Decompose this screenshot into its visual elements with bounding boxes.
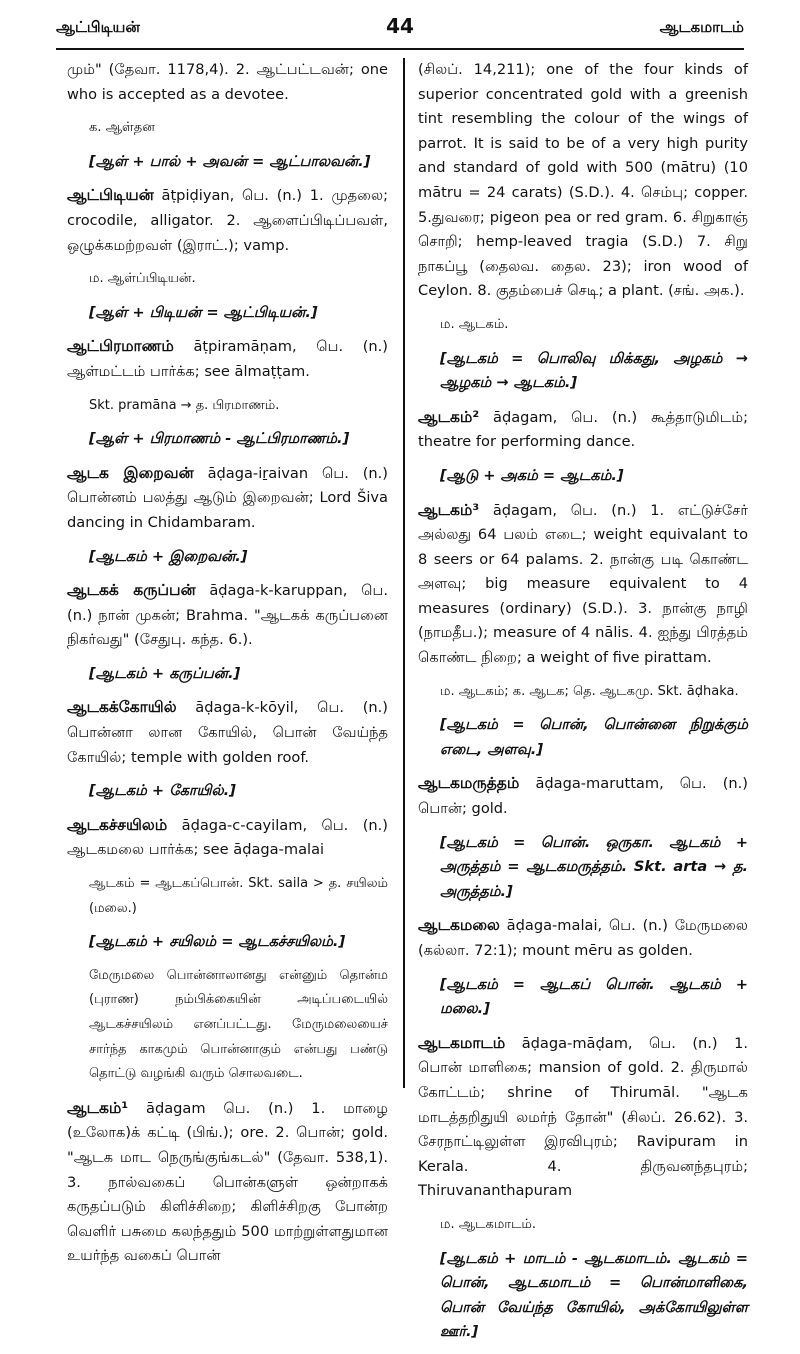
entry-line xyxy=(418,1247,748,1345)
entry-text: āṭpiramāṇam, பெ. (n.) ஆள்மட்டம் பார்க்க; see ālmaṭṭam. xyxy=(67,338,388,380)
headword: ஆடகமலை xyxy=(418,916,500,935)
entry-line xyxy=(418,831,748,905)
headword: ஆட்பிடியன் xyxy=(67,186,154,205)
dictionary-entry xyxy=(418,498,748,671)
entry-text: [ஆடகம் = ஆடகப் பொன். ஆடகம் + மலை.] xyxy=(440,975,748,1018)
dictionary-entry xyxy=(67,695,388,770)
page-header xyxy=(56,8,744,50)
entry-text: மும்" (தேவா. 1178,4). 2. ஆட்பட்டவன்; one who is accepted as a devotee. xyxy=(67,61,388,103)
entry-text: க. ஆள்தன xyxy=(89,120,155,136)
entry-line xyxy=(418,973,748,1022)
entry-text: āḍaga-k-kōyil, பெ. (n.) பொன்னா லான கோயில், பொன் வேய்ந்த கோயில்; temple with golden roof. xyxy=(67,699,388,766)
entry-line xyxy=(67,150,388,175)
entry-line xyxy=(418,1213,748,1238)
dictionary-entry xyxy=(67,578,388,653)
entry-line xyxy=(418,713,748,762)
entry-line xyxy=(67,267,388,292)
entry-text: ம. ஆடகம். xyxy=(440,316,509,332)
entry-line xyxy=(67,58,388,107)
entry-text: [ஆள் + பிடியன் = ஆட்பிடியன்.] xyxy=(89,303,318,321)
entry-text: [ஆடகம் = பொலிவு மிக்கது, அழகம் → ஆழகம் → ஆடகம்.] xyxy=(440,349,748,392)
entry-text: ம. ஆள்ப்பிடியன். xyxy=(89,271,196,287)
entry-line xyxy=(67,662,388,687)
entry-text: [ஆடகம் + மாடம் - ஆடகமாடம். ஆடகம் = பொன், ஆடகமாடம் = பொன்மாளிகை, பொன் வேய்ந்த கோயில், அக்கோயிலுள்ள ஊர்.] xyxy=(440,1249,748,1341)
headword: ஆடகமாடம் xyxy=(418,1033,506,1052)
header-last-headword: ஆடகமாடம் xyxy=(659,18,744,36)
entry-text: [ஆடகம் + சயிலம் = ஆடகச்சயிலம்.] xyxy=(89,933,346,951)
headword: ஆடகம்² xyxy=(418,407,480,426)
entry-line xyxy=(67,930,388,955)
entry-text: āḍaga-māḍam, பெ. (n.) 1. பொன் மாளிகை; mansion of gold. 2. திருமால் கோட்டம்; shrine of Thirumāl. "ஆடக மாடத்தறிதுயி லமர்ந் தோன்" (சிலப். 26.62). 3. சேரநாட்டிலுள்ள இரவிபுரம்; Ravipuram in Kerala. 4. திருவனந்தபுரம்; Thiruvananthapuram xyxy=(418,1034,748,1200)
entry-text: āḍaga-maruttam, பெ. (n.) பொன்; gold. xyxy=(418,775,748,818)
column-divider xyxy=(403,58,405,1088)
header-first-headword: ஆட்பிடியன் xyxy=(56,18,140,36)
headword: ஆடகம்¹ xyxy=(67,1098,129,1117)
headword: ஆடகக்கோயில் xyxy=(67,698,177,717)
dictionary-entry xyxy=(418,771,748,821)
entry-text: [ஆடகம் = பொன். ஒருகா. ஆடகம் + அருத்தம் = ஆடகமருத்தம். Skt. arta → த. அருத்தம்.] xyxy=(440,833,748,900)
entry-line xyxy=(418,347,748,396)
entry-text: [ஆள் + பிரமாணம் - ஆட்பிரமாணம்.] xyxy=(89,430,350,448)
entry-text: āḍaga-iṟaivan பெ. (n.) பொன்னம் பலத்து ஆடும் இறைவன்; Lord Šiva dancing in Chidambaram. xyxy=(67,464,388,531)
right-column xyxy=(418,58,748,1354)
entry-text: [ஆடகம் + இறைவன்.] xyxy=(89,547,248,565)
entry-text: [ஆடு + அகம் = ஆடகம்.] xyxy=(440,466,624,484)
entry-line xyxy=(67,779,388,804)
entry-text: (சிலப். 14,211); one of the four kinds of superior concentrated gold with a greenish tint resembling the colour of the wings of parrot. It is said to be of a very high purity and standard of gold with 500 (mātru) (10 mātru = 24 carats) (S.D.). 4. செம்பு; copper. 5.துவரை; pigeon pea or red gram. 6. சிறுகாஞ் சொறி; hemp-leaved tragia (S.D.) 7. சிறு நாகப்பூ (தைலவ. தைல. 23); iron wood of Ceylon. 8. குதம்பைச் செடி; a plant. (சங். அக.). xyxy=(418,61,748,300)
page-number: 44 xyxy=(386,14,414,38)
entry-text: ம. ஆடகமாடம். xyxy=(440,1216,537,1232)
headword: ஆட்பிரமாணம் xyxy=(67,337,174,356)
entry-line xyxy=(418,58,748,304)
headword: ஆடகம்³ xyxy=(418,500,480,519)
entry-line xyxy=(67,872,388,921)
entry-text: [ஆடகம் = பொன், பொன்னை நிறுக்கும் எடை, அளவு.] xyxy=(440,716,748,758)
entry-text: [ஆள் + பால் + அவன் = ஆட்பாலவன்.] xyxy=(89,152,371,170)
entry-line xyxy=(67,964,388,1087)
entry-text: āṭpiḍiyan, பெ. (n.) 1. முதலை; crocodile, alligator. 2. ஆளைப்பிடிப்பவள், ஒழுக்கமற்றவள் (இராட்.); vamp. xyxy=(67,187,388,254)
entry-line xyxy=(67,301,388,326)
entry-text: āḍaga-k-karuppan, பெ. (n.) நான் முகன்; Brahma. "ஆடகக் கருப்பனை நிகர்வது" (சேதுபு. கந்த. 6.). xyxy=(67,582,388,649)
entry-line xyxy=(67,545,388,570)
headword: ஆடகமருத்தம் xyxy=(418,774,520,793)
headword: ஆடக இறைவன் xyxy=(67,463,194,482)
entry-text: [ஆடகம் + கோயில்.] xyxy=(89,782,236,800)
entry-text: மேருமலை பொன்னாலானது என்னும் தொன்ம (புராண) நம்பிக்கையின் அடிப்படையில் ஆடகச்சயிலம் எனப்பட்டது. மேருமலையைச் சார்ந்த காகமும் பொன்னாகும் என்பது பண்டு தொட்டு வழங்கி வரும் சொலவடை. xyxy=(89,967,388,1082)
dictionary-entry xyxy=(418,1031,748,1204)
entry-text: āḍagam, பெ. (n.) கூத்தாடுமிடம்; theatre for performing dance. xyxy=(418,408,749,451)
dictionary-entry xyxy=(67,183,388,258)
entry-text: [ஆடகம் + கருப்பன்.] xyxy=(89,664,241,682)
entry-text: āḍagam, பெ. (n.) 1. எட்டுச்சேர் அல்லது 64 பலம் எடை; weight equivalant to 8 seers or 64 palams. 2. நான்கு படி கொண்ட அளவு; big measure equivalent to 4 measures (ordinary) (S.D.). 3. நான்கு நாழி (நாமதீப.); measure of 4 nālis. 4. ஐந்து பிரத்தம் கொண்ட நிறை; a weight of five pirattam. xyxy=(418,501,748,667)
entry-line xyxy=(67,394,388,419)
dictionary-entry xyxy=(418,405,748,455)
headword: ஆடகச்சயிலம் xyxy=(67,815,168,834)
entry-line xyxy=(418,464,748,489)
entry-text: Skt. pramāna → த. பிரமாணம். xyxy=(89,397,280,413)
entry-line xyxy=(67,116,388,141)
left-column xyxy=(67,58,388,1278)
dictionary-entry xyxy=(67,1096,388,1269)
entry-text: āḍaga-malai, பெ. (n.) மேருமலை (கல்லா. 72:1); mount mēru as golden. xyxy=(418,917,748,959)
entry-line xyxy=(67,427,388,452)
headword: ஆடகக் கருப்பன் xyxy=(67,581,196,600)
dictionary-entry xyxy=(67,334,388,384)
dictionary-entry xyxy=(67,813,388,863)
entry-text: āḍagam பெ. (n.) 1. மாழை (உலோக)க் கட்டி (பிங்.); ore. 2. பொன்; gold. "ஆடக மாட நெருங்குங்கடல்" (தேவா. 538,1). 3. நால்வகைப் பொன்களுள் ஒன்றாகக் கருதப்படும் கிளிச்சிறை; கிளிச்சிறகு போன்ற வெளிர் பசுமை கலந்ததும் 500 மாற்றுள்ளதுமான உயர்ந்த வகைப் பொன் xyxy=(67,1099,389,1265)
entry-text: ஆடகம் = ஆடகப்பொன். Skt. saila > த. சயிலம் (மலை.) xyxy=(89,876,388,916)
entry-text: ம. ஆடகம்; க. ஆடக; தெ. ஆடகமு. Skt. āḍhaka. xyxy=(440,683,739,699)
entry-line xyxy=(418,680,748,705)
entry-line xyxy=(418,313,748,338)
entry-text: āḍaga-c-cayilam, பெ. (n.) ஆடகமலை பார்க்க; see āḍaga-malai xyxy=(67,816,388,859)
dictionary-entry xyxy=(67,461,388,536)
dictionary-entry xyxy=(418,913,748,963)
